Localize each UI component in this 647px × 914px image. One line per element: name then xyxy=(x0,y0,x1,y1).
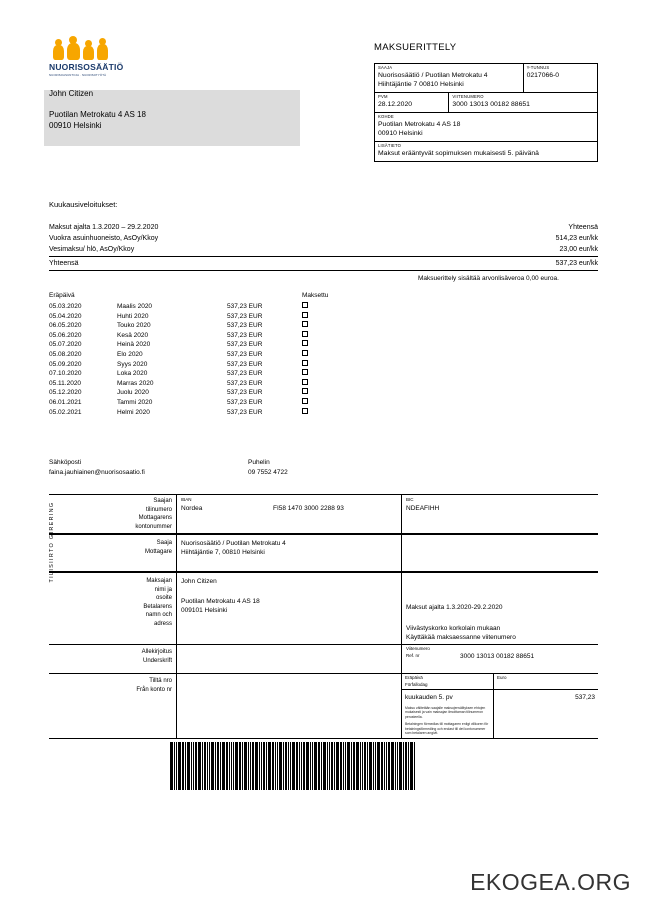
giro-fromaccount-labels xyxy=(49,673,177,738)
giro-side-label: TILISIIRTO GIRERING xyxy=(49,501,55,583)
document-title: MAKSUERITTELY xyxy=(374,42,457,53)
giro-reference-label-fi: Viitenumero xyxy=(406,646,430,651)
installment-month: Heinä 2020 xyxy=(117,341,151,349)
label-allekirjoitus: Allekirjoitus xyxy=(141,649,172,655)
giro-payee-labels xyxy=(49,535,177,571)
installment-amount: 537,23 EUR xyxy=(227,312,263,320)
label-kontonummer: kontonummer xyxy=(135,523,172,530)
giro-reference-label-sv: Ref. nr xyxy=(406,652,420,658)
iban-value: FI58 1470 3000 2288 93 xyxy=(273,504,344,512)
vat-note: Maksuerittely sisältää arvonlisäveroa 0,00 euroa. xyxy=(418,275,559,282)
col-amount-header xyxy=(227,292,302,299)
giro-duedate-sub xyxy=(402,674,494,689)
phone-value: 09 7552 4722 xyxy=(248,469,288,476)
installment-paid-checkbox[interactable] xyxy=(302,331,322,341)
header-cell-target xyxy=(375,113,597,141)
giro-reference-value: 3000 13013 00182 88651 xyxy=(460,653,535,660)
installment-month: Huhti 2020 xyxy=(117,312,149,320)
email-value: faina.jauhiainen@nuorisosaatio.fi xyxy=(49,469,145,476)
payee-line2: Hiihtäjäntie 7 00810 Helsinki xyxy=(378,81,464,88)
target-line2: 00910 Helsinki xyxy=(378,130,423,137)
giro-message-line3: Käyttäkää maksaessanne viitenumero xyxy=(406,634,516,641)
giro-row-payee xyxy=(49,533,598,571)
recipient-city: 00910 Helsinki xyxy=(49,121,102,130)
installment-amount: 537,23 EUR xyxy=(227,360,263,368)
label-mottagarens: Mottagarens xyxy=(138,515,172,521)
giro-reference-cell xyxy=(402,644,598,673)
monthly-charges-title: Kuukausiveloitukset: xyxy=(49,200,118,209)
installment-month: Maalis 2020 xyxy=(117,303,153,310)
payer-city: 009101 Helsinki xyxy=(181,607,228,614)
label-saajan: Saajan xyxy=(153,498,172,504)
date-label: PVM xyxy=(378,94,388,99)
bank-name: Nordea xyxy=(181,504,203,512)
monthly-total-header: Yhteensä xyxy=(568,224,598,231)
installment-amount: 537,23 EUR xyxy=(227,389,263,397)
note-value: Maksut erääntyvät sopimuksen mukaisesti 5. päivänä xyxy=(378,150,539,157)
label-fran-konto: Från konto nr xyxy=(136,686,172,693)
recipient-name: John Citizen xyxy=(49,89,94,98)
giro-euro-value: 537,23 xyxy=(575,694,595,701)
giro-due-euro-values xyxy=(402,689,598,738)
header-row-note xyxy=(375,142,597,161)
header-cell-note xyxy=(375,142,597,161)
giro-account-labels xyxy=(49,495,177,533)
header-row-date-ref xyxy=(375,93,597,113)
installment-month: Touko 2020 xyxy=(117,322,151,330)
giro-payee-line2: Hiihtäjäntie 7, 00810 Helsinki xyxy=(181,549,265,556)
installment-date: 05.11.2020 xyxy=(49,379,82,387)
installment-amount: 537,23 EUR xyxy=(227,398,263,406)
installment-paid-checkbox[interactable] xyxy=(302,379,322,389)
bic-value: NDEAFIHH xyxy=(406,504,440,512)
col-month-header xyxy=(117,292,227,299)
header-cell-date xyxy=(375,93,449,112)
installment-amount: 537,23 EUR xyxy=(227,379,263,387)
installment-month: Kesä 2020 xyxy=(117,331,149,339)
giro-message-cell xyxy=(402,573,598,644)
giro-message-line1: Maksut ajalta 1.3.2020-29.2.2020 xyxy=(406,604,503,611)
table-row xyxy=(49,350,328,360)
table-row xyxy=(49,331,328,341)
giro-euro-sub xyxy=(494,674,598,689)
giro-duedate-value-cell xyxy=(402,690,494,738)
label-maksajan: Maksajan xyxy=(146,578,172,584)
label-osoite: osoite xyxy=(155,595,172,601)
bank-giro-form xyxy=(49,494,598,739)
payer-name: John Citizen xyxy=(181,578,217,585)
installment-date: 05.12.2020 xyxy=(49,389,82,397)
label-erapaiva: Eräpäivä xyxy=(405,675,423,680)
installment-date: 06.01.2021 xyxy=(49,398,82,406)
giro-message-line2: Viivästyskorko korkolain mukaan xyxy=(406,625,501,632)
installments-header xyxy=(49,292,328,299)
header-cell-payee xyxy=(375,64,524,92)
installment-month: Elo 2020 xyxy=(117,350,143,358)
monthly-period: Maksut ajalta 1.3.2020 – 29.2.2020 xyxy=(49,224,159,231)
giro-signature-field[interactable] xyxy=(177,644,402,673)
footer-brand-tld: .ORG xyxy=(570,869,631,895)
payer-street: Puotilan Metrokatu 4 AS 18 xyxy=(181,598,260,605)
giro-fineprint-fi: Maksu välitetään saajalle maksujenvälityksen ehtojen mukaisesti ja vain maksajan ilmoittaman tilinumeron perusteella. xyxy=(405,706,486,719)
monthly-charge-row xyxy=(49,233,598,244)
label-saaja: Saaja xyxy=(156,540,172,546)
giro-payee-cell xyxy=(177,535,402,571)
installment-date: 05.09.2020 xyxy=(49,360,82,368)
note-label: LISÄTIETO xyxy=(378,143,402,148)
monthly-total-amount: 537,23 eur/kk xyxy=(555,260,598,267)
table-row xyxy=(49,379,328,389)
giro-payer-labels xyxy=(49,573,177,644)
table-row xyxy=(49,360,328,370)
installment-month: Syys 2020 xyxy=(117,360,148,368)
installment-paid-checkbox[interactable] xyxy=(302,369,322,379)
giro-row-signature xyxy=(49,644,598,673)
installment-date: 05.02.2021 xyxy=(49,408,82,416)
date-value: 28.12.2020 xyxy=(378,101,413,108)
contact-block xyxy=(49,458,449,478)
installment-paid-checkbox[interactable] xyxy=(302,312,322,322)
giro-fromaccount-field[interactable] xyxy=(177,673,402,738)
table-row xyxy=(49,340,328,350)
header-cell-reference xyxy=(449,93,597,112)
giro-row-payer xyxy=(49,571,598,644)
giro-payer-cell[interactable] xyxy=(177,573,402,644)
label-adress: adress xyxy=(153,620,172,627)
table-row xyxy=(49,321,328,331)
logo-tagline: NUORISOASUNTOJA · NUORISOTYÖTÄ xyxy=(49,73,107,77)
reference-value: 3000 13013 00182 88651 xyxy=(452,101,530,108)
charge-label: Vesimaksu/ hlö, AsOy/Kkoy xyxy=(49,246,135,253)
monthly-total-label: Yhteensä xyxy=(49,260,79,267)
installment-amount: 537,23 EUR xyxy=(227,303,263,310)
installment-date: 05.03.2020 xyxy=(49,303,82,310)
installment-date: 05.08.2020 xyxy=(49,350,82,358)
giro-euro-value-cell xyxy=(494,690,598,738)
installment-date: 05.07.2020 xyxy=(49,341,82,349)
giro-row-account xyxy=(49,495,598,533)
installment-paid-checkbox[interactable] xyxy=(302,321,322,331)
installment-date: 05.06.2020 xyxy=(49,331,82,339)
giro-payee-line1: Nuorisosäätiö / Puotilan Metrokatu 4 xyxy=(181,540,286,547)
giro-fineprint-sv: Betalningen förmedlas till mottagaren enligt villkoren för betalningsförmedling och endast till det kontonummer som betalaren angivit. xyxy=(405,722,489,736)
label-tilinumero: tilinumero xyxy=(145,506,172,513)
reference-label: VIITENUMERO xyxy=(452,94,484,99)
table-row xyxy=(49,398,328,408)
installment-paid-checkbox[interactable] xyxy=(302,302,322,312)
installment-paid-checkbox[interactable] xyxy=(302,398,322,408)
installment-month: Juolu 2020 xyxy=(117,389,149,397)
giro-signature-labels xyxy=(49,644,177,673)
monthly-charges-block xyxy=(49,222,598,271)
label-betalarens: Betalarens xyxy=(143,603,172,610)
label-namn-och: namn och xyxy=(145,612,172,618)
installment-amount: 537,23 EUR xyxy=(227,370,263,378)
label-nimi-ja: nimi ja xyxy=(154,586,172,593)
monthly-charge-row xyxy=(49,244,598,255)
recipient-street: Puotilan Metrokatu 4 AS 18 xyxy=(49,110,146,119)
header-row-payee xyxy=(375,64,597,93)
company-logo xyxy=(49,38,133,77)
payment-barcode xyxy=(170,742,440,790)
installments-table xyxy=(49,292,328,417)
header-info-table xyxy=(374,63,598,162)
table-row xyxy=(49,369,328,379)
installment-paid-checkbox[interactable] xyxy=(302,388,322,398)
giro-row-duedate xyxy=(49,673,598,738)
logo-mark-icon xyxy=(49,38,133,60)
table-row xyxy=(49,312,328,322)
installment-date: 05.04.2020 xyxy=(49,312,82,320)
installment-date: 06.05.2020 xyxy=(49,322,82,330)
payee-line1: Nuorisosäätiö / Puotilan Metrokatu 4 xyxy=(378,72,488,79)
target-line1: Puotilan Metrokatu 4 AS 18 xyxy=(378,121,461,128)
phone-block xyxy=(248,458,288,478)
label-mottagare: Mottagare xyxy=(144,548,172,555)
table-row xyxy=(49,302,328,312)
installment-month: Helmi 2020 xyxy=(117,408,150,416)
label-euro: Euro xyxy=(497,675,507,680)
installment-amount: 537,23 EUR xyxy=(227,322,263,330)
footer-brand-name: EKOGEA xyxy=(470,869,571,895)
table-row xyxy=(49,408,328,418)
monthly-total-row xyxy=(49,256,598,271)
iban-label: IBAN xyxy=(181,497,192,502)
recipient-address xyxy=(49,88,146,131)
footer-brand xyxy=(470,869,631,896)
charge-amount: 514,23 eur/kk xyxy=(555,235,598,242)
header-row-target xyxy=(375,113,597,142)
label-tilta-nro: Tilltä nro xyxy=(149,678,172,684)
charge-label: Vuokra asuinhuoneisto, AsOy/Kkoy xyxy=(49,235,159,242)
header-cell-business-id xyxy=(524,64,597,92)
label-underskrift: Underskrift xyxy=(142,657,172,664)
business-id-label: Y-TUNNUS xyxy=(526,65,550,70)
installment-month: Tammi 2020 xyxy=(117,398,153,406)
installment-paid-checkbox[interactable] xyxy=(302,408,322,418)
business-id-value: 0217066-0 xyxy=(526,72,560,79)
monthly-period-row xyxy=(49,222,598,233)
email-label: Sähköposti xyxy=(49,459,82,466)
giro-iban-cell xyxy=(177,495,402,533)
payee-label: SAAJA xyxy=(378,65,393,70)
installment-paid-checkbox[interactable] xyxy=(302,340,322,350)
bic-label: BIC xyxy=(406,497,414,502)
logo-company-name: NUORISOSÄÄTIÖ xyxy=(49,62,124,72)
giro-due-euro-cell xyxy=(402,673,598,738)
installment-amount: 537,23 EUR xyxy=(227,408,263,416)
installment-amount: 537,23 EUR xyxy=(227,350,263,358)
col-due-date-header: Eräpäivä xyxy=(49,292,75,299)
installment-paid-checkbox[interactable] xyxy=(302,360,322,370)
installment-amount: 537,23 EUR xyxy=(227,331,263,339)
phone-label: Puhelin xyxy=(248,459,270,466)
charge-amount: 23,00 eur/kk xyxy=(559,246,598,253)
giro-duedate-value: kuukauden 5. pv xyxy=(405,694,453,701)
installment-date: 07.10.2020 xyxy=(49,370,82,378)
giro-payee-right-empty xyxy=(402,535,598,571)
installment-amount: 537,23 EUR xyxy=(227,341,263,349)
installment-paid-checkbox[interactable] xyxy=(302,350,322,360)
col-paid-header: Maksettu xyxy=(302,292,329,299)
table-row xyxy=(49,388,328,398)
label-forfallodag: Förfallodag xyxy=(405,681,428,687)
giro-bic-cell xyxy=(402,495,598,533)
installment-month: Loka 2020 xyxy=(117,370,148,378)
target-label: KOHDE xyxy=(378,114,394,119)
installment-month: Marras 2020 xyxy=(117,379,154,387)
